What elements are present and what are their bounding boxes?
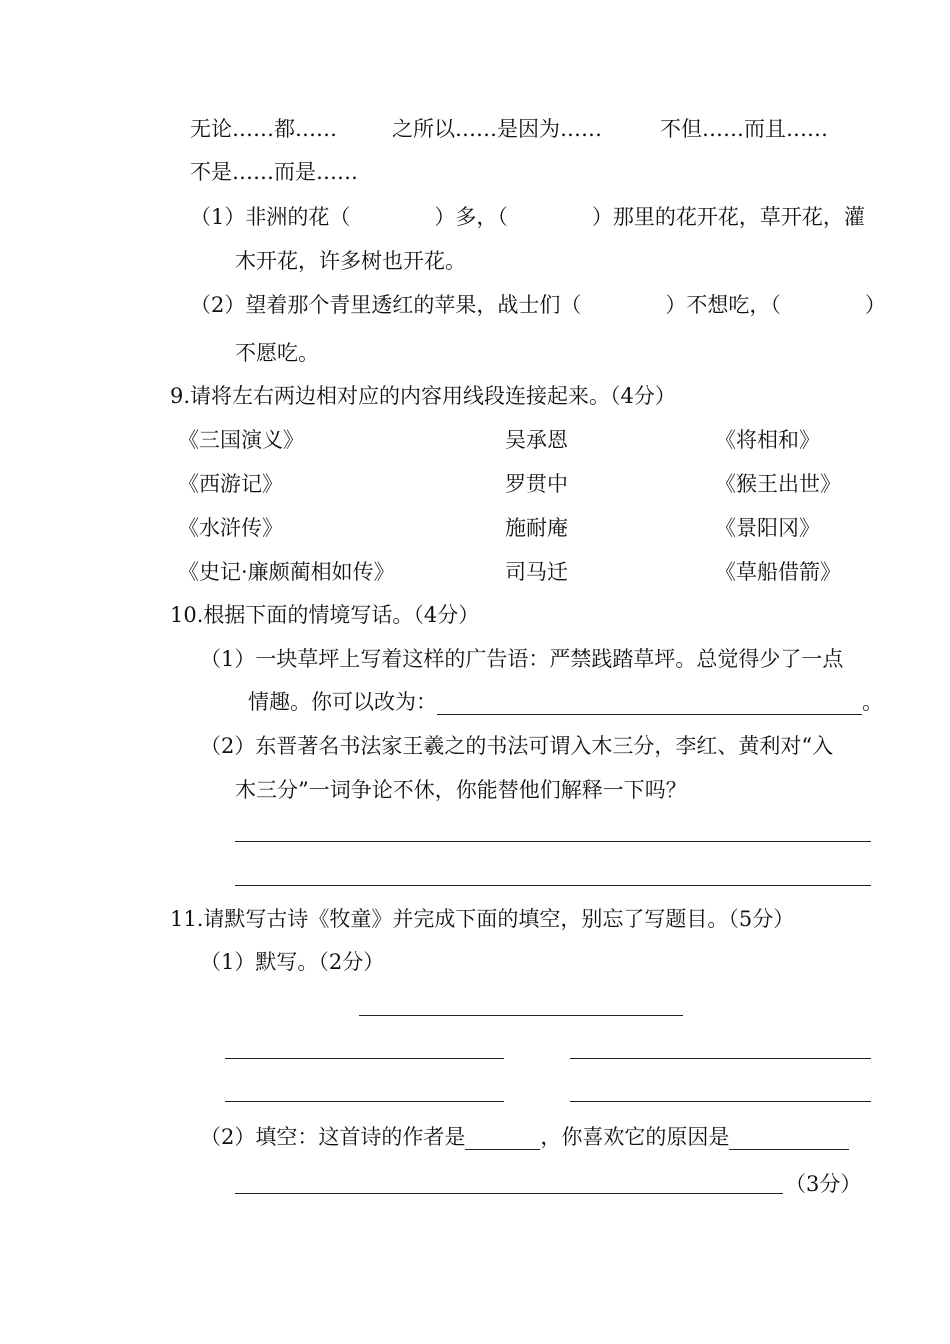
connector-option-2: 之所以……是因为…… bbox=[392, 117, 602, 141]
q9-left-item: 《水浒传》 bbox=[178, 516, 283, 540]
q8-item1-line2: 木开花，许多树也开花。 bbox=[235, 249, 466, 273]
reason-blank[interactable] bbox=[729, 1127, 849, 1150]
poem-title-line[interactable] bbox=[359, 1015, 683, 1016]
connector-option-3: 不但……而且…… bbox=[660, 117, 828, 141]
q8-item2-line2: 不愿吃。 bbox=[235, 341, 319, 365]
author-blank[interactable] bbox=[465, 1127, 540, 1150]
q10-item1-suffix: 。 bbox=[862, 690, 883, 714]
poem-line[interactable] bbox=[225, 1101, 504, 1102]
q10-item1-prefix: 情趣。你可以改为： bbox=[248, 690, 437, 714]
q9-left-item: 《三国演义》 bbox=[178, 428, 304, 452]
q11-part2 bbox=[200, 1125, 849, 1150]
q10-item2-line1: （2）东晋著名书法家王羲之的书法可谓入木三分，李红、黄利对“入 bbox=[200, 734, 834, 758]
q9-left-item: 《西游记》 bbox=[178, 472, 283, 496]
q11-title: 11.请默写古诗《牧童》并完成下面的填空，别忘了写题目。（5分） bbox=[170, 907, 795, 931]
q9-right-item: 《景阳冈》 bbox=[715, 516, 820, 540]
q9-middle-item: 施耐庵 bbox=[505, 516, 568, 540]
q11-part2-a: （2）填空：这首诗的作者是 bbox=[200, 1125, 466, 1149]
poem-line[interactable] bbox=[570, 1058, 871, 1059]
answer-line[interactable] bbox=[235, 841, 871, 842]
poem-line[interactable] bbox=[225, 1058, 504, 1059]
q9-title: 9.请将左右两边相对应的内容用线段连接起来。（4分） bbox=[170, 384, 676, 408]
answer-blank[interactable] bbox=[437, 692, 862, 715]
q9-left-item: 《史记·廉颇蔺相如传》 bbox=[178, 560, 395, 584]
q10-title: 10.根据下面的情境写话。（4分） bbox=[170, 603, 480, 627]
q9-right-item: 《将相和》 bbox=[715, 428, 820, 452]
connector-option-1: 无论……都…… bbox=[190, 117, 337, 141]
q8-item2-line1: （2）望着那个青里透红的苹果，战士们（ ）不想吃，（ ） bbox=[190, 293, 886, 317]
q9-right-item: 《猴王出世》 bbox=[715, 472, 841, 496]
q10-item2-line2: 木三分”一词争论不休，你能替他们解释一下吗？ bbox=[235, 778, 687, 802]
q10-item1-line2 bbox=[248, 690, 883, 715]
q10-item1-line1: （1）一块草坪上写着这样的广告语：严禁践踏草坪。总觉得少了一点 bbox=[200, 647, 844, 671]
poem-line[interactable] bbox=[570, 1101, 871, 1102]
answer-line[interactable] bbox=[235, 885, 871, 886]
q9-right-item: 《草船借箭》 bbox=[715, 560, 841, 584]
q8-item1-line1: （1）非洲的花（ ）多，（ ）那里的花开花，草开花，灌 bbox=[190, 205, 865, 229]
q11-score: （3分） bbox=[785, 1172, 862, 1196]
connector-option-4: 不是……而是…… bbox=[190, 160, 358, 184]
reason-line[interactable] bbox=[235, 1193, 783, 1194]
q9-middle-item: 司马迁 bbox=[505, 560, 568, 584]
q11-part1: （1）默写。（2分） bbox=[200, 950, 385, 974]
q9-middle-item: 吴承恩 bbox=[505, 428, 568, 452]
q9-middle-item: 罗贯中 bbox=[505, 472, 568, 496]
q11-part2-b: ，你喜欢它的原因是 bbox=[540, 1125, 730, 1149]
